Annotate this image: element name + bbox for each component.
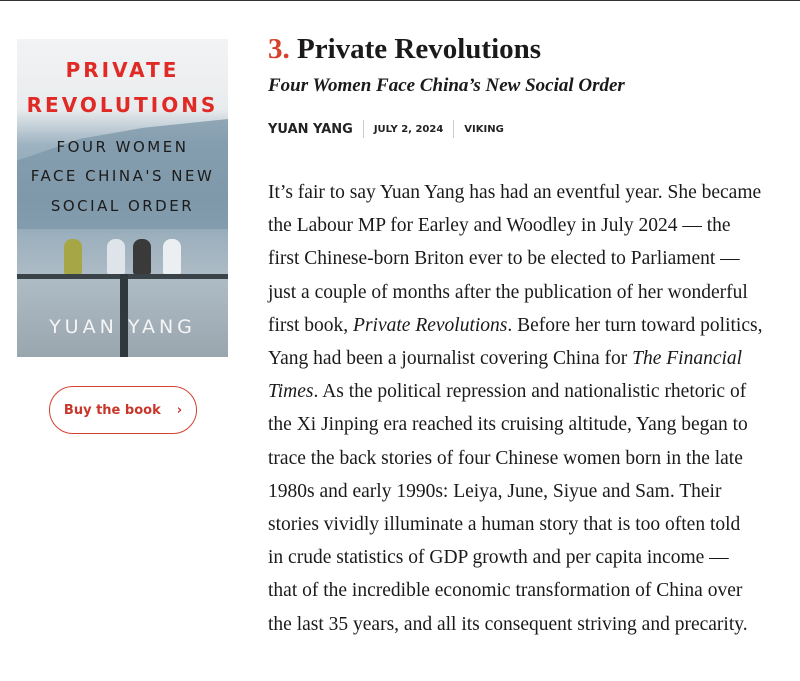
cover-subtitle-line: FACE CHINA'S NEW [30, 167, 215, 185]
review-line: just a couple of months after the publication of her wonderful [268, 281, 748, 303]
review-line: that of the incredible economic transformation of China over [268, 580, 743, 602]
review-line: first Chinese-born Briton ever to be elected to Parliament — [268, 248, 740, 270]
book-meta [268, 120, 504, 138]
book-cover[interactable] [17, 39, 228, 357]
book-subtitle: Four Women Face China’s New Social Order [268, 75, 625, 96]
review-line: It’s fair to say Yuan Yang has had an eventful year. She became [268, 182, 762, 203]
text: . As the political repression and nationalistic rhetoric of [313, 381, 747, 403]
publication-italic: The Financial [632, 348, 743, 370]
review-line [268, 375, 798, 408]
cover-subtitle-line: FOUR WOMEN [56, 138, 189, 156]
cover-subtitle-line: SOCIAL ORDER [50, 197, 195, 215]
book-date: JULY 2, 2024 [373, 123, 444, 135]
review-line: the Labour MP for Earley and Woodley in July 2024 — the [268, 215, 731, 237]
buy-book-label: Buy the book [63, 402, 161, 418]
book-author: YUAN YANG [268, 121, 353, 137]
review-text [268, 176, 798, 641]
divider [453, 120, 454, 138]
buy-book-button[interactable] [49, 386, 197, 434]
text: . Before her turn toward politics, [507, 314, 763, 336]
review-line: the last 35 years, and all its consequent striving and precarity. [268, 613, 748, 635]
review-line [268, 342, 798, 375]
text: first book, [268, 314, 354, 336]
cover-title-line: PRIVATE [65, 58, 180, 82]
publication-italic: Times [268, 381, 314, 403]
book-title-italic: Private Revolutions [353, 314, 508, 336]
cover-figure [163, 239, 181, 274]
review-line: the Xi Jinping era reached its cruising altitude, Yang began to [268, 414, 748, 436]
review-line: in crude statistics of GDP growth and per capita income — [268, 547, 729, 569]
chevron-right-icon: › [176, 402, 183, 418]
book-title-text: Private Revolutions [297, 33, 542, 65]
divider [363, 120, 364, 138]
cover-figure [64, 239, 82, 274]
cover-author: YUAN YANG [49, 316, 196, 338]
book-title [268, 33, 541, 66]
book-rank: 3. [268, 33, 290, 65]
text: Yang had been a journalist covering China for [268, 348, 633, 370]
cover-title-line: REVOLUTIONS [26, 93, 219, 117]
review-line [268, 309, 798, 342]
review-line: stories vividly illuminate a human story that is too often told [268, 514, 741, 536]
cover-figure [107, 239, 125, 274]
review-line: 1980s and early 1990s: Leiya, June, Siyue and Sam. Their [268, 480, 722, 502]
cover-figure [133, 239, 151, 274]
book-publisher: VIKING [464, 123, 504, 135]
review-line: trace the back stories of four Chinese women born in the late [268, 447, 743, 469]
